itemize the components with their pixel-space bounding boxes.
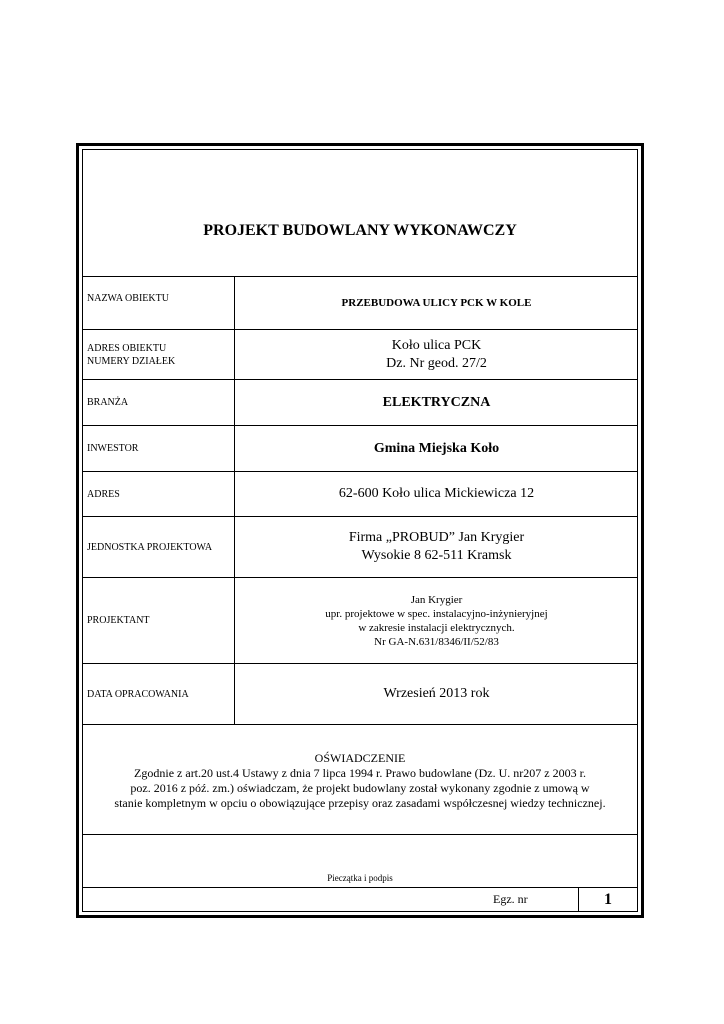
projektant-line: upr. projektowe w spec. instalacyjno-inżynieryjnej: [325, 607, 548, 620]
copy-number-row: [83, 887, 637, 911]
label-branza: BRANŻA: [83, 380, 235, 425]
label-data-opracowania: DATA OPRACOWANIA: [83, 664, 235, 724]
statement-line: Zgodnie z art.20 ust.4 Ustawy z dnia 7 lipca 1994 r. Prawo budowlane (Dz. U. nr207 z 2003 r.: [134, 766, 586, 780]
row-adres-obiektu: [83, 330, 637, 380]
label-jednostka-projektowa: JEDNOSTKA PROJEKTOWA: [83, 517, 235, 577]
projektant-line: Nr GA-N.631/8346/II/52/83: [374, 635, 499, 648]
statement-text: [83, 751, 637, 811]
label-inwestor: INWESTOR: [83, 426, 235, 471]
statement-line: stanie kompletnym w opciu o obowiązujące przepisy oraz zasadami współczesnej wiedzy technicznej.: [114, 796, 606, 810]
copy-number-label: Egz. nr: [493, 892, 528, 906]
row-adres: [83, 472, 637, 517]
row-branza: [83, 380, 637, 426]
projektant-line: Jan Krygier: [410, 593, 463, 606]
label-adres-obiektu-1: ADRES OBIEKTU: [87, 342, 167, 354]
value-inwestor: Gmina Miejska Koło: [373, 440, 500, 456]
statement-line: poz. 2016 z póź. zm.) oświadczam, że projekt budowlany został wykonany zgodnie z umową w: [130, 781, 590, 795]
title-row: [83, 150, 637, 277]
title-page-frame: [76, 143, 644, 918]
value-jednostka-projektowa: [236, 517, 637, 577]
label-projektant: PROJEKTANT: [83, 578, 235, 663]
label-numery-dzialek: NUMERY DZIAŁEK: [87, 355, 176, 367]
label-adres: ADRES: [83, 472, 235, 516]
value-firma: Firma „PROBUD” Jan Krygier: [348, 530, 525, 545]
value-firma-adres: Wysokie 8 62-511 Kramsk: [361, 548, 512, 563]
value-adres-obiektu-1: Koło ulica PCK: [391, 337, 482, 353]
statement-heading: OŚWIADCZENIE: [314, 751, 406, 765]
row-jednostka-projektowa: [83, 517, 637, 578]
value-data-opracowania: Wrzesień 2013 rok: [383, 686, 490, 701]
row-data-opracowania: [83, 664, 637, 725]
page-title: PROJEKT BUDOWLANY WYKONAWCZY: [203, 222, 517, 239]
value-projektant: [236, 578, 637, 663]
projektant-line: w zakresie instalacji elektrycznych.: [358, 621, 515, 634]
label-adres-obiektu: [83, 330, 235, 379]
title-page-inner: [82, 149, 638, 912]
value-numer-dzialki: Dz. Nr geod. 27/2: [386, 355, 487, 371]
label-nazwa-obiektu: NAZWA OBIEKTU: [83, 277, 235, 329]
copy-number-value: 1: [578, 888, 637, 911]
value-adres: 62-600 Koło ulica Mickiewicza 12: [338, 486, 535, 501]
statement-section: [83, 725, 637, 835]
value-branza: ELEKTRYCZNA: [382, 394, 491, 410]
row-projektant: [83, 578, 637, 664]
value-adres-obiektu: [236, 330, 637, 379]
stamp-signature-label: Pieczątka i podpis: [327, 873, 393, 883]
value-nazwa-obiektu: PRZEBUDOWA ULICY PCK W KOLE: [341, 297, 532, 309]
row-inwestor: [83, 426, 637, 472]
row-nazwa-obiektu: [83, 277, 637, 330]
